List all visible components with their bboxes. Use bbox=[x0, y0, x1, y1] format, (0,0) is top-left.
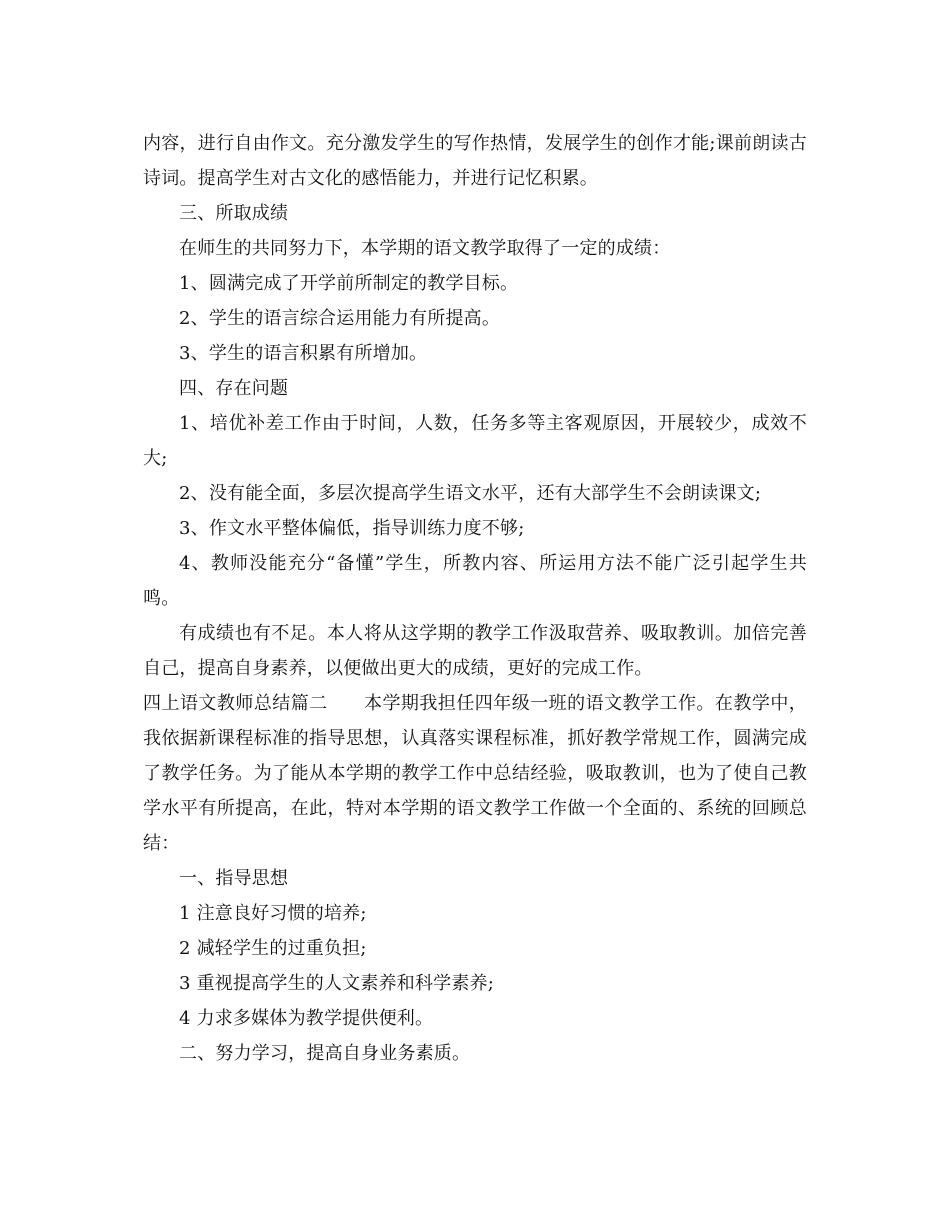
list-item-problem-2: 2、没有能全面，多层次提高学生语文水平，还有大部学生不会朗读课文; bbox=[179, 483, 762, 504]
paragraph-achievements-intro: 在师生的共同努力下，本学期的语文教学取得了一定的成绩： bbox=[179, 238, 671, 259]
list-item-achievement-2: 2、学生的语言综合运用能力有所提高。 bbox=[179, 308, 501, 329]
heading-achievements: 三、所取成绩 bbox=[179, 203, 289, 224]
section-two-title: 四上语文教师总结篇二 bbox=[143, 693, 328, 714]
section-two-body: 本学期我担任四年级一班的语文教学工作。在教学中，我依据新课程标准的指导思想，认真落实课程标准，抓好教学常规工作，圆满完成了教学任务。为了能从本学期的教学工作中总结经验，吸取教训，也为了使自己教学水平有所提高，在此，特对本学期的语文教学工作做一个全面的、系统的回顾总结： bbox=[143, 693, 807, 854]
list-item-guiding-1: 1 注意良好习惯的培养; bbox=[179, 903, 367, 924]
heading-self-improvement: 二、努力学习，提高自身业务素质。 bbox=[179, 1043, 471, 1064]
paragraph-conclusion: 有成绩也有不足。本人将从这学期的教学工作汲取营养、吸取教训。加倍完善自己，提高自身素养，以便做出更大的成绩，更好的完成工作。 bbox=[143, 623, 807, 679]
paragraph-continued-writing: 内容，进行自由作文。充分激发学生的写作热情，发展学生的创作才能;课前朗读古诗词。提高学生对古文化的感悟能力，并进行记忆积累。 bbox=[143, 133, 807, 189]
list-item-problem-3: 3、作文水平整体偏低，指导训练力度不够; bbox=[179, 518, 525, 539]
heading-guiding-thought: 一、指导思想 bbox=[179, 868, 289, 889]
list-item-guiding-3: 3 重视提高学生的人文素养和科学素养; bbox=[179, 973, 495, 994]
list-item-problem-1: 1、培优补差工作由于时间，人数，任务多等主客观原因，开展较少，成效不大; bbox=[143, 413, 807, 469]
section-two-paragraph bbox=[143, 686, 807, 861]
list-item-guiding-4: 4 力求多媒体为教学提供便利。 bbox=[179, 1008, 434, 1029]
document-page bbox=[143, 126, 807, 1071]
list-item-guiding-2: 2 减轻学生的过重负担; bbox=[179, 938, 367, 959]
heading-problems: 四、存在问题 bbox=[179, 378, 289, 399]
list-item-achievement-1: 1、圆满完成了开学前所制定的教学目标。 bbox=[179, 273, 519, 294]
list-item-achievement-3: 3、学生的语言积累有所增加。 bbox=[179, 343, 428, 364]
list-item-problem-4: 4、教师没能充分“备懂”学生，所教内容、所运用方法不能广泛引起学生共鸣。 bbox=[143, 553, 807, 609]
